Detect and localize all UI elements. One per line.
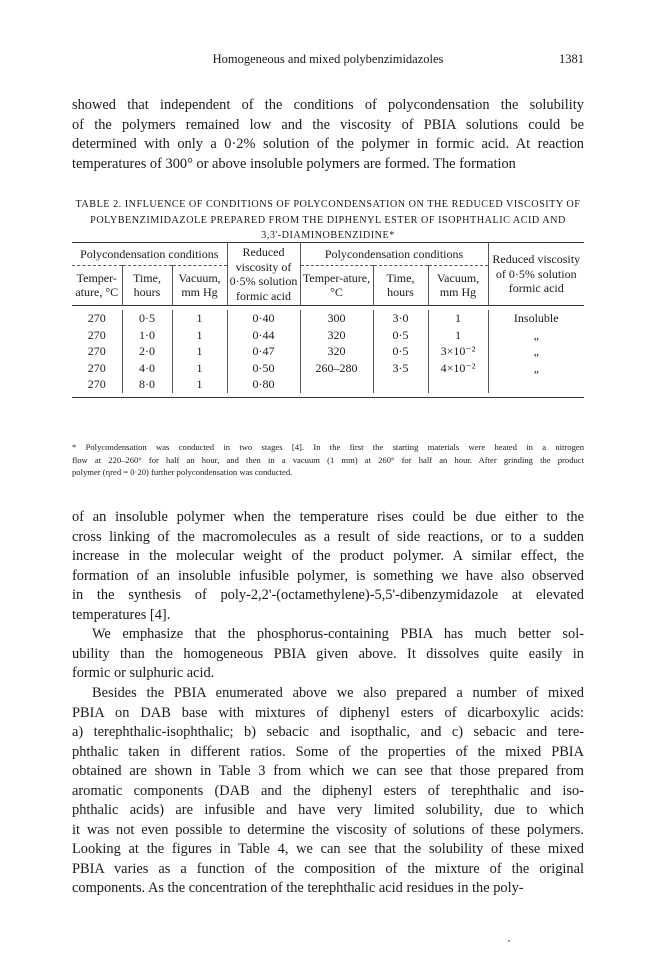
cell-time: 1·0 [122, 327, 172, 344]
text-line: Besides the PBIA enumerated above we also prepared a number of mixed [92, 685, 584, 701]
text-line: cross linking of the macromolecules as a result of side reactions, or to a sudden [72, 528, 584, 545]
cell-vacuum: 1 [172, 376, 227, 393]
header-time: Time, hours [373, 265, 428, 305]
paragraph-1 [72, 508, 584, 625]
cell-viscosity: „ [533, 360, 539, 375]
text-line: obtained are shown in Table 3 from which we can see that those prepared from [72, 763, 584, 779]
cell-viscosity: 0·50 [227, 360, 300, 377]
cell-vacuum [428, 376, 488, 393]
scan-speck [508, 940, 510, 942]
cell-temp: 300 [300, 310, 373, 327]
cell-viscosity [488, 376, 584, 393]
header-conditions-left: Polycondensation conditions [72, 243, 227, 266]
table-row [72, 360, 584, 377]
text-line: phthalic acids) are infusible and have very limited solubility, due to which [72, 802, 584, 818]
cell-vacuum: 1 [172, 360, 227, 377]
cell-time: 3·0 [373, 310, 428, 327]
text-line: of an insoluble polymer when the temperature rises could be due either to the [72, 509, 584, 525]
cell-time: 3·5 [373, 360, 428, 377]
header-viscosity-right: Reduced viscosity of 0·5% solution formic acid [492, 252, 581, 296]
footnote-line: polymer (ηred = 0·20) further polycondensation was conducted. [72, 467, 293, 477]
text-line: phthalic taken in different ratios. Some of the properties of the mixed PBIA [72, 743, 584, 760]
header-viscosity-left: Reduced viscosity of 0·5% solution formic acid [227, 243, 300, 306]
cell-time [373, 376, 428, 393]
header-vacuum: Vacuum, mm Hg [428, 265, 488, 305]
cell-temp: 320 [300, 343, 373, 360]
caption-line: 3,3'-DIAMINOBENZIDINE* [261, 230, 395, 241]
cell-vacuum: 1 [172, 343, 227, 360]
cell-temp: 270 [72, 310, 122, 327]
text-line: temperatures [4]. [72, 606, 171, 623]
text-line: formation of an insoluble infusible polymer, is something we have also observed [72, 567, 584, 584]
cell-time: 8·0 [122, 376, 172, 393]
caption-line: TABLE 2. INFLUENCE OF CONDITIONS OF POLYCONDENSATION ON THE REDUCED VISCOSITY OF [75, 199, 581, 210]
table-row [72, 343, 584, 360]
text-line: components. As the concentration of the terephthalic acid residues in the poly- [72, 880, 524, 896]
text-line: a) terephthalic-isophthalic; b) sebacic and isopthalic, and c) sebacic and tere- [72, 724, 584, 740]
paragraph-3 [72, 684, 584, 899]
footnote-line: * Polycondensation was conducted in two stages [4]. In the first the starting materials were heated in a nitrogen [72, 442, 584, 452]
cell-vacuum: 1 [428, 310, 488, 327]
caption-line: POLYBENZIMIDAZOLE PREPARED FROM THE DIPHENYL ESTER OF ISOPHTHALIC ACID AND [90, 214, 566, 226]
intro-paragraph [72, 96, 584, 174]
paragraph-2 [72, 625, 584, 684]
header-temperature: Temper-ature, °C [300, 265, 373, 305]
text-line: Looking at the figures in Table 4, we can see that the solubility of these mixed [72, 841, 584, 857]
table-row [72, 327, 584, 344]
text-line: showed that independent of the conditions of polycondensation the solubility [72, 97, 584, 113]
text-line: increase in the molecular weight of the product polymer. A similar effect, the [72, 548, 584, 564]
cell-viscosity: 0·40 [227, 310, 300, 327]
text-line: in the synthesis of poly-2,2'-(octamethylene)-5,5'-dibenzymidazole at elevated [72, 587, 584, 603]
page-header [72, 52, 584, 72]
cell-viscosity: 0·47 [227, 343, 300, 360]
header-temperature: Temper-ature, °C [72, 265, 122, 305]
cell-vacuum: 1 [172, 327, 227, 344]
cell-temp: 270 [72, 327, 122, 344]
text-line: formic or sulphuric acid. [72, 665, 215, 681]
header-conditions-right: Polycondensation conditions [300, 243, 488, 266]
header-time: Time, hours [122, 265, 172, 305]
cell-vacuum: 4×10⁻² [428, 360, 488, 377]
cell-time: 4·0 [122, 360, 172, 377]
text-line: of the polymers remained low and the viscosity of PBIA solutions could be [72, 116, 584, 133]
table-footnote [72, 441, 584, 479]
text-line: We emphasize that the phosphorus-containing PBIA has much better sol- [92, 626, 584, 642]
cell-temp: 270 [72, 360, 122, 377]
cell-viscosity: „ [533, 344, 539, 358]
cell-viscosity: 0·80 [227, 376, 300, 393]
header-vacuum: Vacuum, mm Hg [172, 265, 227, 305]
text-line: determined with only a 0·2% solution of the polymer in formic acid. At reaction [72, 136, 584, 152]
cell-time: 2·0 [122, 343, 172, 360]
cell-temp: 270 [72, 376, 122, 393]
cell-time: 0·5 [122, 310, 172, 327]
cell-temp: 270 [72, 343, 122, 360]
table-caption [72, 197, 584, 244]
footnote-line: flow at 220–260° for half an hour, and then in a vacuum (1 mm) at 260° for half an hour. After grinding the product [72, 454, 584, 465]
text-line: PBIA varies as a function of the composition of the mixture of the original [72, 860, 584, 877]
cell-viscosity: 0·44 [227, 327, 300, 344]
cell-vacuum: 3×10⁻² [428, 343, 488, 360]
text-line: ubility than the homogeneous PBIA given above. It dissolves quite easily in [72, 645, 584, 662]
table-row [72, 310, 584, 327]
text-line: aromatic components (DAB and the diphenyl esters of terephthalic and iso- [72, 782, 584, 799]
text-line: PBIA on DAB base with mixtures of diphenyl esters of dicarboxylic acids: [72, 704, 584, 721]
cell-temp: 260–280 [300, 360, 373, 377]
cell-viscosity: „ [533, 327, 539, 342]
running-title: Homogeneous and mixed polybenzimidazoles [212, 52, 444, 66]
cell-time: 0·5 [373, 327, 428, 344]
cell-time: 0·5 [373, 343, 428, 360]
cell-viscosity: Insoluble [513, 311, 559, 325]
cell-vacuum: 1 [172, 310, 227, 327]
data-table [72, 242, 584, 398]
table-row [72, 376, 584, 393]
cell-vacuum: 1 [428, 327, 488, 344]
text-line: temperatures of 300° or above insoluble polymers are formed. The formation [72, 155, 516, 172]
cell-temp [300, 376, 373, 393]
text-line: it was not even possible to determine the viscosity of solutions of these polymers. [72, 821, 584, 838]
page-number: 1381 [559, 52, 584, 66]
cell-temp: 320 [300, 327, 373, 344]
